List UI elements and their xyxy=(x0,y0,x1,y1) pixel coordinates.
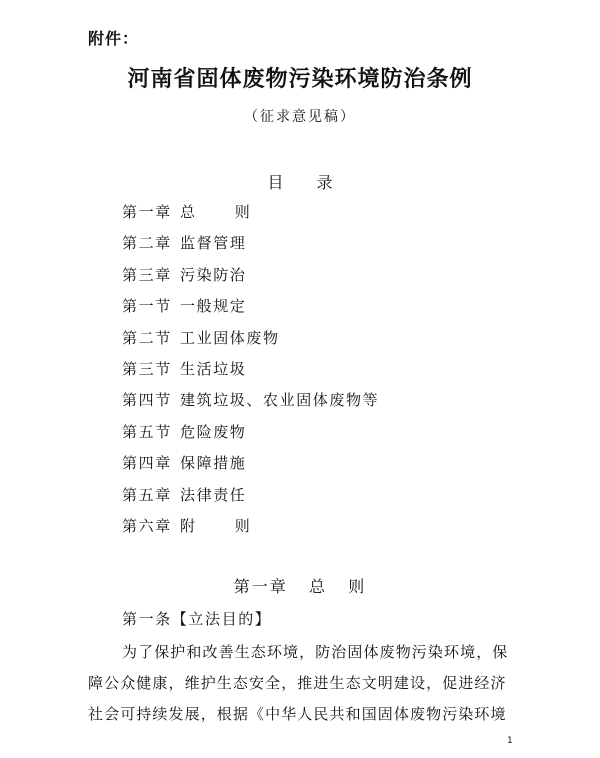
toc-item xyxy=(122,483,379,514)
toc-item-text: 附 则 xyxy=(180,516,252,535)
chapter-heading: 第一章 总 则 xyxy=(233,577,367,596)
toc-item xyxy=(122,388,379,419)
toc-heading: 目 录 xyxy=(267,173,347,192)
toc-item-number: 第四节 xyxy=(122,391,172,410)
page-number: 1 xyxy=(507,736,513,746)
toc-item-text: 危险废物 xyxy=(180,422,247,441)
toc-item xyxy=(122,200,379,231)
table-of-contents xyxy=(122,200,379,545)
document-title: 河南省固体废物污染环境防治条例 xyxy=(127,67,473,92)
toc-item-number: 第一节 xyxy=(122,297,172,316)
toc-item-text: 生活垃圾 xyxy=(180,359,247,378)
toc-item-number: 第四章 xyxy=(122,454,172,473)
toc-item-text: 监督管理 xyxy=(180,234,247,253)
toc-item-text: 工业固体废物 xyxy=(180,328,280,347)
toc-item xyxy=(122,357,379,388)
toc-item-number: 第五章 xyxy=(122,485,172,504)
toc-item xyxy=(122,231,379,262)
toc-item-text: 保障措施 xyxy=(180,454,247,473)
toc-item xyxy=(122,420,379,451)
toc-item-text: 总 则 xyxy=(180,203,252,221)
toc-item-number: 第一章 xyxy=(122,203,172,221)
attachment-label: 附件： xyxy=(88,29,140,48)
toc-item xyxy=(122,294,379,325)
toc-item-number: 第二节 xyxy=(122,328,172,347)
toc-item xyxy=(122,451,379,482)
toc-item-number: 第二章 xyxy=(122,234,172,253)
toc-item xyxy=(122,514,379,545)
toc-item-number: 第三节 xyxy=(122,359,172,378)
toc-item-text: 建筑垃圾、农业固体废物等 xyxy=(180,391,380,410)
toc-item-number: 第五节 xyxy=(122,422,172,441)
toc-item-text: 一般规定 xyxy=(180,297,247,316)
toc-item-number: 第六章 xyxy=(122,516,172,535)
toc-item xyxy=(122,263,379,294)
toc-item xyxy=(122,326,379,357)
toc-item-text: 法律责任 xyxy=(180,485,247,504)
article-heading: 第一条【立法目的】 xyxy=(122,610,272,628)
document-subtitle: （征求意见稿） xyxy=(244,109,356,125)
article-paragraph: 为了保护和改善生态环境，防治固体废物污染环境，保障公众健康，维护生态安全，推进生态文明建设，促进经济社会可持续发展，根据《中华人民共和国固体废物污染环境 xyxy=(88,643,509,723)
toc-item-number: 第三章 xyxy=(122,265,172,284)
toc-item-text: 污染防治 xyxy=(180,265,247,284)
